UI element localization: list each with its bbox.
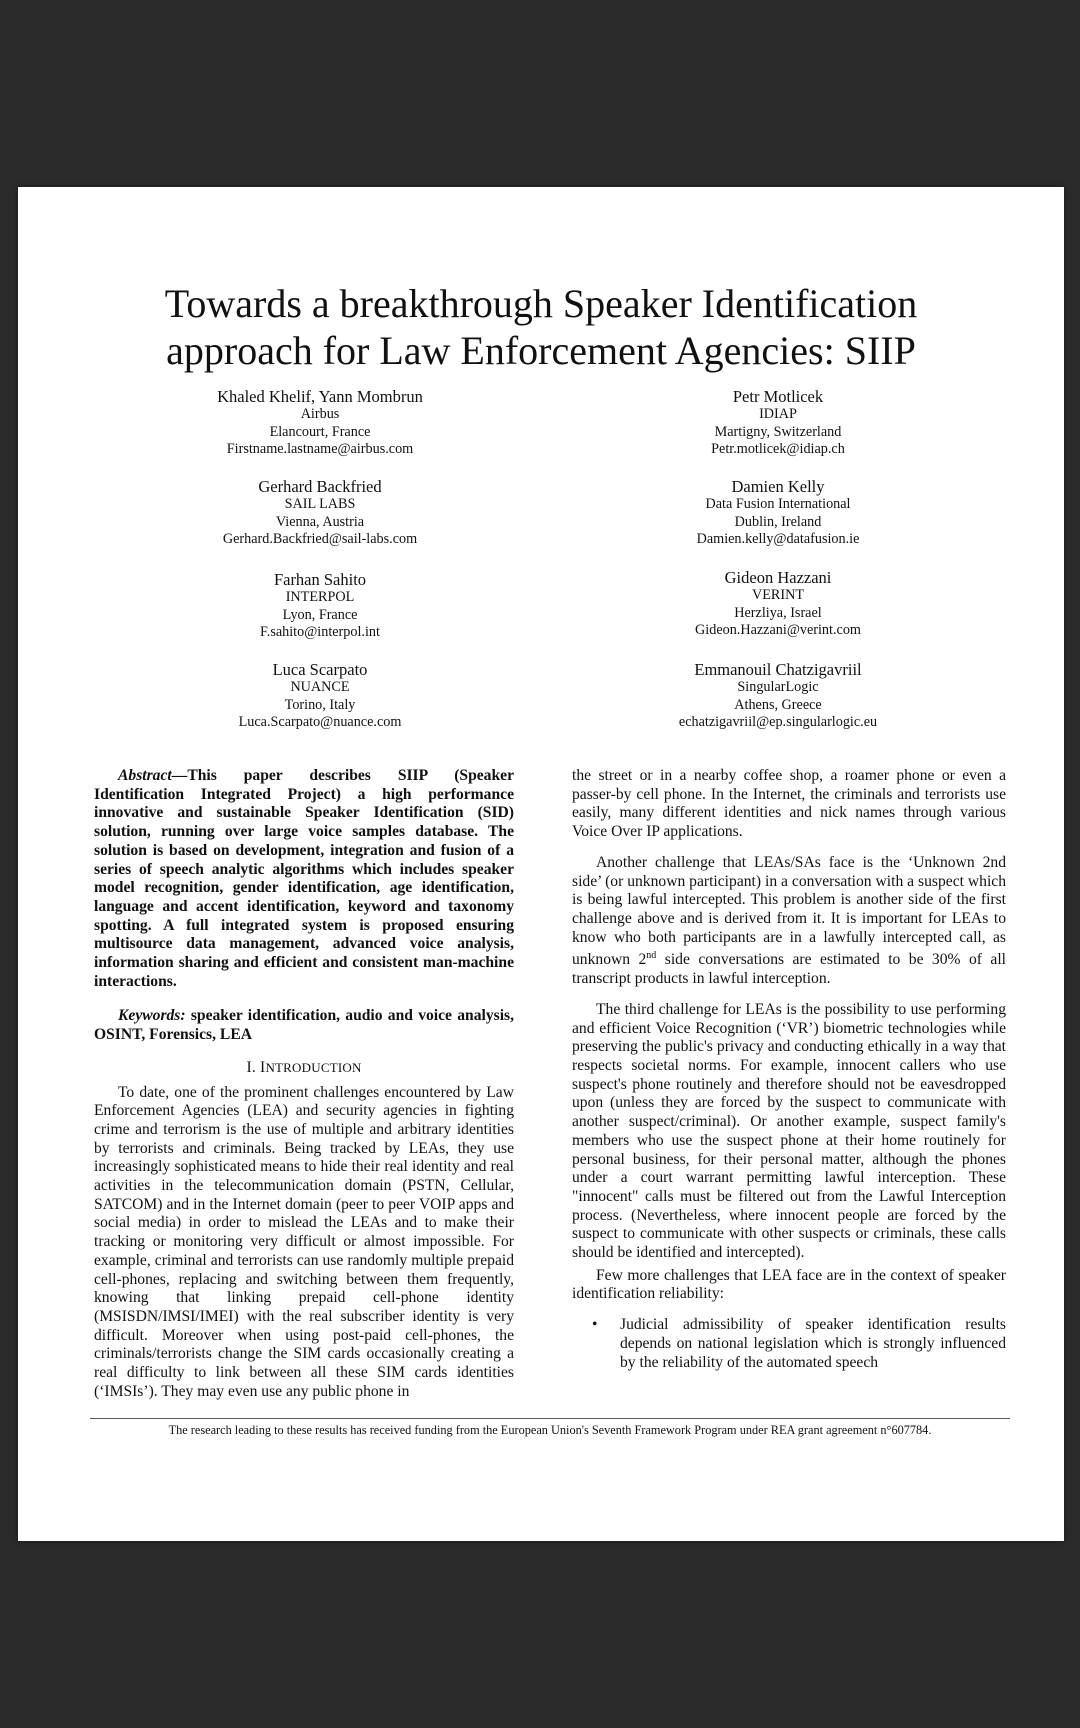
author-email: Gerhard.Backfried@sail-labs.com — [222, 531, 418, 547]
author-block — [618, 568, 938, 640]
author-name: Luca Scarpato — [272, 660, 368, 679]
paragraph: the street or in a nearby coffee shop, a roamer phone or even a passer-by cell phone. In the Internet, the criminals and terrorists use easily, many different identities and nick names through various Voice Over IP applications. — [572, 767, 1006, 841]
intro-paragraph: To date, one of the prominent challenges encountered by Law Enforcement Agencies (LEA) and security agencies in fighting crime and terrorism is the use of multiple and arbitrary identities by terrorists and criminals. Being tracked by LEAs, they use increasingly sophisticated means to hide their real identity and real activities in the telecommunication domain (PSTN, Cellular, SATCOM) and in the Internet domain (peer to peer VOIP apps and social media) in order to mislead the LEAs and to make their tracking or monitoring very difficult or almost impossible. For example, criminal and terrorists can use randomly multiple prepaid cell-phones, replacing and switching between them frequently, knowing that linking prepaid cell-phone identity (MSISDN/IMSI/IMEI) with the real subscriber identity is very difficult. Moreover when using post-paid cell-phones, the criminals/terrorists change the SIM cards occasionally creating a real difficulty to link between all these SIM cards identities (‘IMSIs’). They may even use any public phone in — [94, 1083, 514, 1400]
author-place: Vienna, Austria — [275, 513, 365, 530]
paragraph — [572, 854, 1006, 989]
author-place: Athens, Greece — [734, 696, 822, 713]
bullet-text: Judicial admissibility of speaker identification results depends on national legislation which is strongly influenced by the reliability of the automated speech — [620, 1316, 1006, 1371]
author-email: Petr.motlicek@idiap.ch — [711, 441, 845, 457]
author-org: Airbus — [300, 406, 340, 422]
author-email: Luca.Scarpato@nuance.com — [238, 714, 402, 730]
author-block — [618, 660, 938, 732]
author-email: F.sahito@interpol.int — [260, 624, 380, 640]
keywords-heading: Keywords: — [118, 1007, 186, 1025]
author-block — [160, 387, 480, 459]
keywords-text: speaker identification, audio and voice analysis, OSINT, Forensics, LEA — [94, 1007, 514, 1044]
author-email: Gideon.Hazzani@verint.com — [695, 622, 861, 638]
author-block — [160, 477, 480, 549]
right-column — [572, 767, 1006, 1372]
author-place: Lyon, France — [282, 606, 358, 623]
paragraph: The third challenge for LEAs is the possibility to use performing and efficient Voice Recognition (‘VR’) biometric technologies while preserving the public's privacy and conducting ethically in a way that respects societal norms. For example, innocent callers who use suspect's phone routinely and therefore should not be eavesdropped upon (unless they are forced by the suspect to communicate with another suspect/criminal). Or another example, suspect family's members who use the suspect phone at their home routinely for personal business, for their personal matter, although the phones under a court warrant permitting lawful interception. These "innocent" calls must be filtered out from the Lawful Interception process. (Nevertheless, where innocent people are forced by the suspect to communicate with other suspects or criminals, these calls should be identified and intercepted). — [572, 1000, 1006, 1262]
author-place: Dublin, Ireland — [734, 513, 822, 530]
footnote: The research leading to these results has received funding from the European Union's Seventh Framework Program under REA grant agreement n°607784. — [168, 1423, 932, 1437]
section-first-letter: I — [260, 1058, 266, 1076]
author-name: Khaled Khelif, Yann Mombrun — [217, 387, 423, 406]
bullet-item — [572, 1316, 1006, 1372]
author-org: Data Fusion International — [705, 496, 851, 512]
author-place: Elancourt, France — [269, 423, 371, 440]
author-place: Martigny, Switzerland — [714, 423, 842, 440]
author-name: Emmanouil Chatzigavriil — [694, 660, 862, 679]
author-org: NUANCE — [290, 679, 350, 695]
abstract — [94, 767, 514, 991]
abstract-heading: Abstract — [118, 767, 172, 784]
title-line-1: Towards a breakthrough Speaker Identification — [164, 281, 918, 326]
paragraph-text: Another challenge that LEAs/SAs face is the ‘Unknown 2nd side’ (or unknown participant) in a conversation with a suspect which is being lawful intercepted. This problem is another side of the first challenge above and is derived from it. It is important for LEAs to know who both participants are in a lawfully intercepted call, as unknown 2 — [572, 853, 1006, 969]
paragraph: Few more challenges that LEA face are in the context of speaker identification reliability: — [572, 1266, 1006, 1303]
author-org: SingularLogic — [737, 679, 819, 695]
paper-title — [58, 280, 1024, 374]
author-block — [160, 570, 480, 642]
author-block — [618, 387, 938, 459]
author-email: Firstname.lastname@airbus.com — [226, 441, 414, 457]
section-rest: NTRODUCTION — [265, 1059, 362, 1075]
title-line-2: approach for Law Enforcement Agencies: SIIP — [166, 328, 916, 373]
bullet-icon: • — [592, 1316, 598, 1334]
author-email: Damien.kelly@datafusion.ie — [696, 531, 860, 547]
author-email: echatzigavriil@ep.singularlogic.eu — [678, 714, 878, 730]
superscript: nd — [646, 950, 657, 962]
author-org: INTERPOL — [285, 589, 355, 605]
author-name: Gideon Hazzani — [724, 568, 832, 587]
keywords — [94, 1007, 514, 1044]
author-org: IDIAP — [759, 406, 797, 422]
section-heading — [94, 1059, 514, 1078]
author-name: Gerhard Backfried — [258, 477, 382, 496]
paragraph-text: side conversations are estimated to be 30% of all transcript products in lawful interception. — [572, 951, 1006, 988]
author-name: Petr Motlicek — [732, 387, 824, 406]
author-block — [618, 477, 938, 549]
section-number: I. — [246, 1058, 256, 1076]
left-column — [94, 767, 514, 1414]
paper-page — [18, 187, 1064, 1541]
author-org: SAIL LABS — [284, 496, 356, 512]
author-place: Torino, Italy — [284, 696, 356, 713]
author-place: Herzliya, Israel — [734, 604, 822, 621]
author-name: Damien Kelly — [731, 477, 825, 496]
author-name: Farhan Sahito — [273, 570, 367, 589]
footnote-rule — [90, 1418, 1010, 1419]
author-block — [160, 660, 480, 732]
author-org: VERINT — [751, 587, 804, 603]
abstract-text: —This paper describes SIIP (Speaker Identification Integrated Project) a high performance innovative and sustainable Speaker Identification (SID) solution, running over large voice samples database. The solution is based on development, integration and fusion of a series of speech analytic algorithms which includes speaker model recognition, gender identification, age identification, language and accent identification, keyword and taxonomy spotting. A full integrated system is proposed ensuring multisource data management, advanced voice analysis, information sharing and efficient and consistent man-machine interactions. — [94, 767, 514, 990]
